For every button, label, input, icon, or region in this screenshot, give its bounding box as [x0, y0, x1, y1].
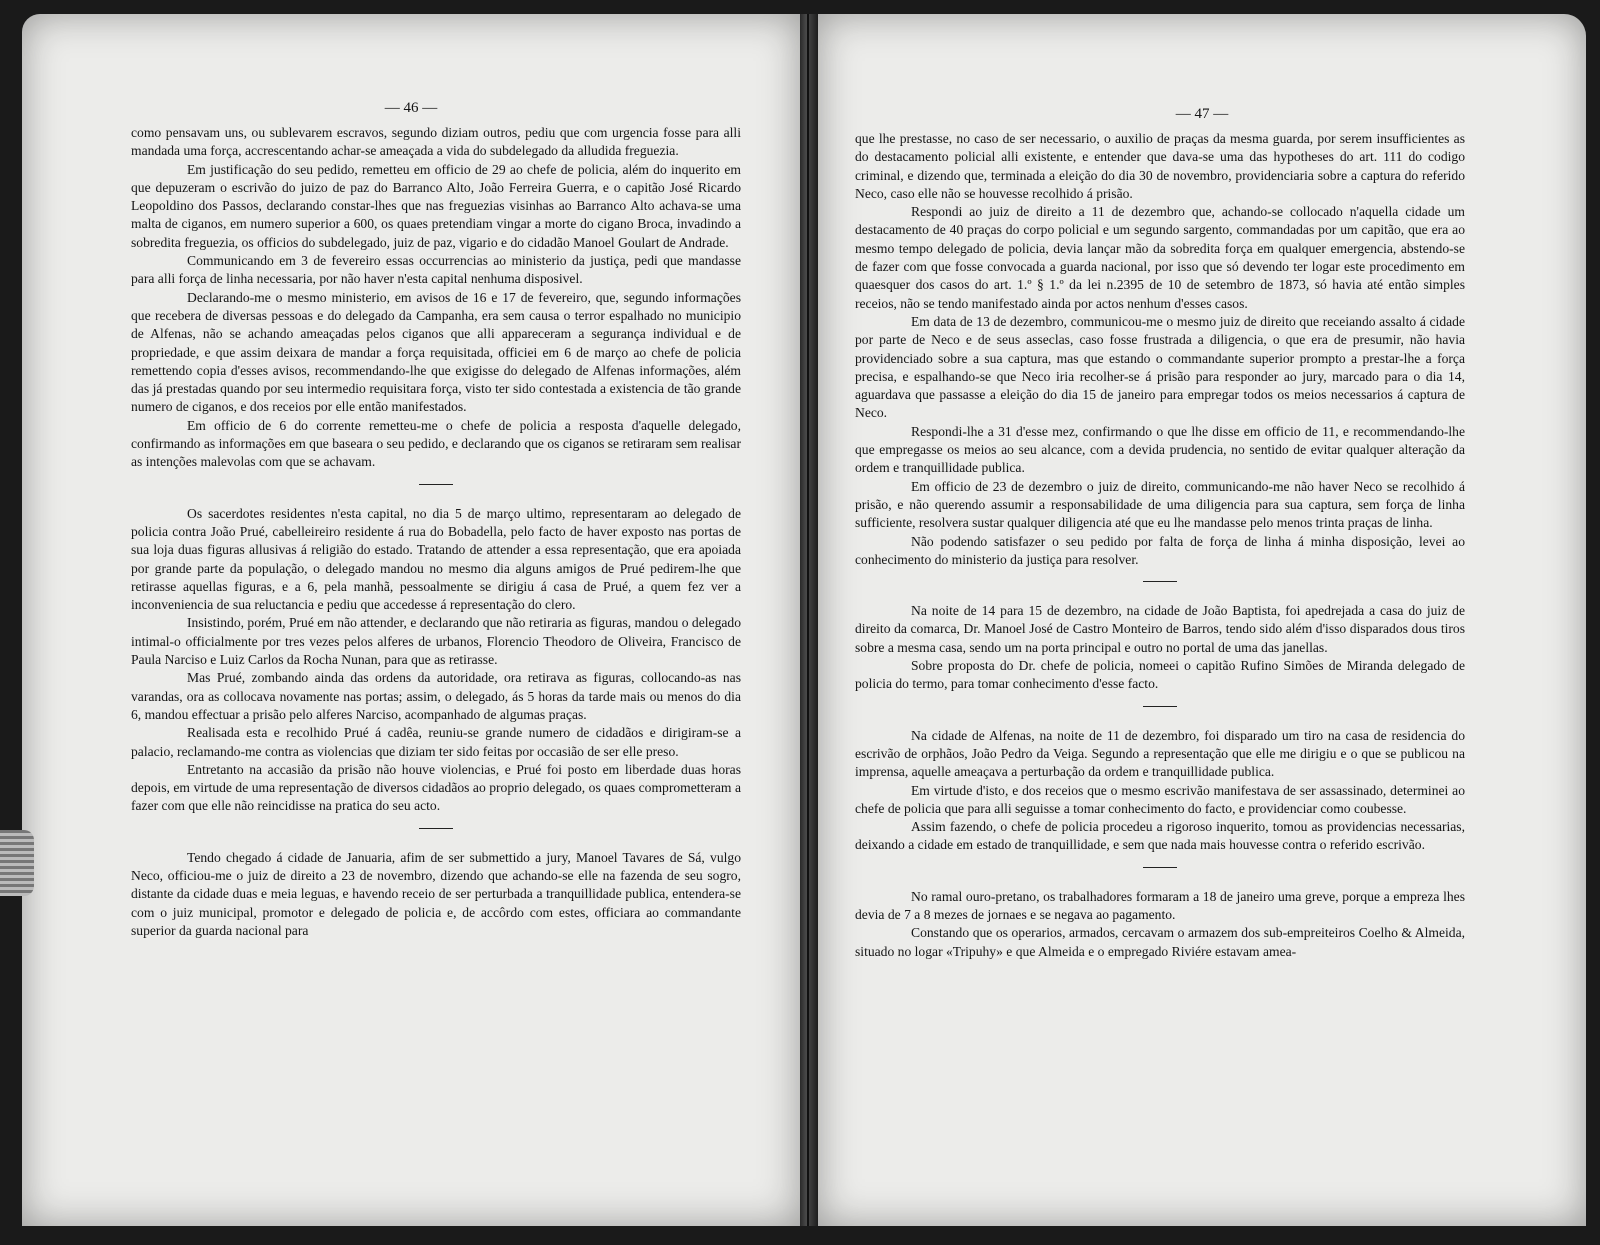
paragraph: Em officio de 6 do corrente remetteu-me o chefe de policia a resposta d'aquelle delegado, confirmando as informações em que baseara o seu pedido, e declarando que os ciganos se retiraram sem realisar as intenções malevolas com que se achavam.: [131, 417, 741, 470]
spine-line: [807, 14, 809, 1226]
paragraph: Respondi-lhe a 31 d'esse mez, confirmando o que lhe disse em officio de 11, e recommendando-lhe que empregasse os meios ao seu alcance, com a devida prudencia, no sentido de evitar qualquer alteração da ordem e tranquillidade publica.: [855, 423, 1465, 476]
section-divider: [1143, 867, 1177, 868]
section-divider: [419, 828, 453, 829]
paragraph: Em justificação do seu pedido, remetteu em officio de 29 ao chefe de policia, além do inquerito em que depuzeram o escrivão do juizo de paz do Barranco Alto, João Ferreira Guerra, e o capitão José Ricardo Leopoldino dos Passos, declarando constar-lhes que nas freguezias visinhas ao Barranco Alto achava-se uma malta de ciganos, em numero superior a 600, os quaes pretendiam vingar a morte do cigano Broca, invadindo a sobredita freguezia, os officios do subdelegado, juiz de paz, vigario e do cidadão Manoel Goulart de Andrade.: [131, 161, 741, 250]
paragraph: Não podendo satisfazer o seu pedido por falta de força de linha á minha disposição, levei ao conhecimento do ministerio da justiça para resolver.: [855, 533, 1465, 567]
paragraph: Tendo chegado á cidade de Januaria, afim de ser submettido a jury, Manoel Tavares de Sá, vulgo Neco, officiou-me o juiz de direito a 23 de novembro, dizendo que achando-se elle na fazenda de seu sogro, distante da cidade duas e meia leguas, e havendo receio de ser perturbada a tranquillidade publica, entendera-se com o juiz municipal, promotor e delegado de policia e, de accôrdo com estes, officiara ao commandante superior da guarda nacional para: [131, 849, 741, 938]
left-page: [22, 14, 800, 1226]
paragraph: Constando que os operarios, armados, cercavam o armazem dos sub-empreiteiros Coelho & Almeida, situado no logar «Tripuhy» e que Almeida e o empregado Riviére estavam amea-: [855, 925, 1465, 959]
binding-clip: [0, 830, 34, 896]
paragraph: Mas Prué, zombando ainda das ordens da autoridade, ora retirava as figuras, collocando-as nas varandas, ora as collocava novamente nas portas; assim, o delegado, ás 5 horas da tarde mais ou menos do dia 6, mandou effectuar a prisão pelo alferes Narciso, acompanhado de algumas praças.: [131, 670, 741, 722]
left-page-text: [131, 124, 741, 940]
page-number-46: — 46 —: [384, 100, 438, 116]
section-divider: [419, 484, 453, 485]
paragraph: Entretanto na accasião da prisão não houve violencias, e Prué foi posto em liberdade duas horas depois, em virtude de uma representação de diversos cidadãos ao proprio delegado, os quaes comprometteram a fazer com que elle não reincidisse na pratica do seu acto.: [131, 761, 741, 814]
paragraph: Em data de 13 de dezembro, communicou-me o mesmo juiz de direito que receiando assalto á cidade por parte de Neco e de seus asseclas, caso fosse frustrada a diligencia, o que era de presumir, não havia providenciado sobre a sua captura, mas que estando o commandante superior prompto a prestar-lhe a força precisa, e espalhando-se que Neco iria recolher-se á prisão para responder ao jury, marcado para o dia 14, aguardava que passasse a eleição do dia 15 de janeiro para empregar todos os meios necessarios á captura de Neco.: [855, 313, 1465, 421]
paragraph: Na cidade de Alfenas, na noite de 11 de dezembro, foi disparado um tiro na casa de residencia do escrivão de orphãos, João Pedro da Veiga. Segundo a representação que elle me dirigiu e o que se publicou na imprensa, aquelle ameaçava a perturbação da ordem e tranquillidade publica.: [855, 727, 1465, 780]
scan-bottom-edge: [0, 1228, 1600, 1245]
section-divider: [1143, 706, 1177, 707]
section-divider: [1143, 581, 1177, 582]
paragraph: No ramal ouro-pretano, os trabalhadores formaram a 18 de janeiro uma greve, porque a empreza lhes devia de 7 a 8 mezes de jornaes e se negava ao pagamento.: [855, 888, 1465, 922]
book-gutter: [800, 14, 818, 1226]
paragraph: Communicando em 3 de fevereiro essas occurrencias ao ministerio da justiça, pedi que mandasse para alli força de linha necessaria, por não haver n'esta capital nenhuma disposivel.: [131, 253, 741, 287]
paragraph: Sobre proposta do Dr. chefe de policia, nomeei o capitão Rufino Simões de Miranda delegado de policia do termo, para tomar conhecimento d'esse facto.: [855, 658, 1465, 692]
paragraph: Na noite de 14 para 15 de dezembro, na cidade de João Baptista, foi apedrejada a casa do juiz de direito da comarca, Dr. Manoel José de Castro Monteiro de Barros, tendo sido além d'isso disparados dous tiros sobre a mesma casa, sendo um na porta principal e outro no portal de uma das janellas.: [855, 603, 1465, 655]
paragraph: Declarando-me o mesmo ministerio, em avisos de 16 e 17 de fevereiro, que, segundo informações que recebera de diversas pessoas e do delegado da Campanha, era sem causa o terror espalhado no municipio de Alfenas, não se achando ameaçadas pelos ciganos que alli appareceram a segurança individual e de propriedade, e que assim deixara de mandar a força requisitada, officiei em 6 de março ao chefe de policia remettendo copia d'esses avisos, recommendando-lhe que exigisse do delegado de Alfenas informações, além das já prestadas quando por seu intermedio requisitara força, visto ter sido contestada a existencia de tão grande numero de ciganos, e dos receios por elle então manifestados.: [131, 289, 741, 415]
paragraph: Insistindo, porém, Prué em não attender, e declarando que não retiraria as figuras, mandou o delegado intimal-o officialmente por tres vezes pelos alferes de urbanos, Florencio Theodoro de Oliveira, Francisco de Paula Narciso e Luiz Carlos da Rocha Nunan, para que as retirasse.: [131, 615, 741, 668]
paragraph: Em virtude d'isto, e dos receios que o mesmo escrivão manifestava de ser assassinado, determinei ao chefe de policia que para alli seguisse a tomar conhecimento do facto, e providenciar como coubesse.: [855, 782, 1465, 816]
paragraph: que lhe prestasse, no caso de ser necessario, o auxilio de praças da mesma guarda, por serem insufficientes as do destacamento policial alli existente, e entender que dava-se uma das hypotheses do art. 111 do codigo criminal, e dizendo que, terminada a eleição do dia 30 de novembro, providenciaria sobre a captura do referido Neco, caso elle não se houvesse recolhido á prisão.: [855, 131, 1465, 201]
paragraph: Realisada esta e recolhido Prué á cadêa, reuniu-se grande numero de cidadãos e dirigiram-se a palacio, reclamando-me contra as violencias que diziam ter sido feitas por occasião de ser elle preso.: [131, 725, 741, 759]
paragraph: Os sacerdotes residentes n'esta capital, no dia 5 de março ultimo, representaram ao delegado de policia contra João Prué, cabelleireiro residente á rua do Bobadella, pelo facto de haver exposto nas portas de sua loja duas figuras allusivas á religião do estado. Tratando de attender a essa representação, que era apoiada por grande parte da população, o delegado mandou no mesmo dia alguns amigos de Prué pedirem-lhe que retirasse aquellas figuras, e a 6, pela manhã, pessoalmente se dirigiu á casa de Prué, a quem fez ver a inconveniencia de sua reluctancia e pediu que accedesse á representação do clero.: [131, 505, 741, 613]
paragraph: como pensavam uns, ou sublevarem escravos, segundo diziam outros, pediu que com urgencia fosse para alli mandada uma força, accrescentando achar-se ameaçada a vida do subdelegado da alludida freguezia.: [131, 125, 741, 159]
page-number-47: — 47 —: [1175, 106, 1229, 122]
paragraph: Em officio de 23 de dezembro o juiz de direito, communicando-me não haver Neco se recolhido á prisão, e não querendo assumir a responsabilidade de uma diligencia para sua captura, sem força de linha sufficiente, resolvera sustar qualquer diligencia até que eu lhe mandasse pelo menos trinta praças de linha.: [855, 478, 1465, 531]
right-page-text: [855, 130, 1465, 961]
right-page: [818, 14, 1586, 1226]
paragraph: Assim fazendo, o chefe de policia procedeu a rigoroso inquerito, tomou as providencias necessarias, deixando a cidade em estado de tranquillidade, e sem que nada mais houvesse contra o referido escrivão.: [855, 819, 1465, 853]
paragraph: Respondi ao juiz de direito a 11 de dezembro que, achando-se collocado n'aquella cidade um destacamento de 40 praças do corpo policial e um segundo sargento, commandadas por um capitão, que era ao mesmo tempo delegado de policia, devia lançar mão da sobredita força em qualquer emergencia, abstendo-se de fazer com que fosse convocada a guarda nacional, por isso que só devendo ter logar este procedimento em quaesquer dos casos do art. 1.º § 1.º da lei n.2395 de 10 de setembro de 1873, só havia até então simples receios, não se tendo manifestado ainda por actos nenhum d'esses casos.: [855, 204, 1465, 311]
